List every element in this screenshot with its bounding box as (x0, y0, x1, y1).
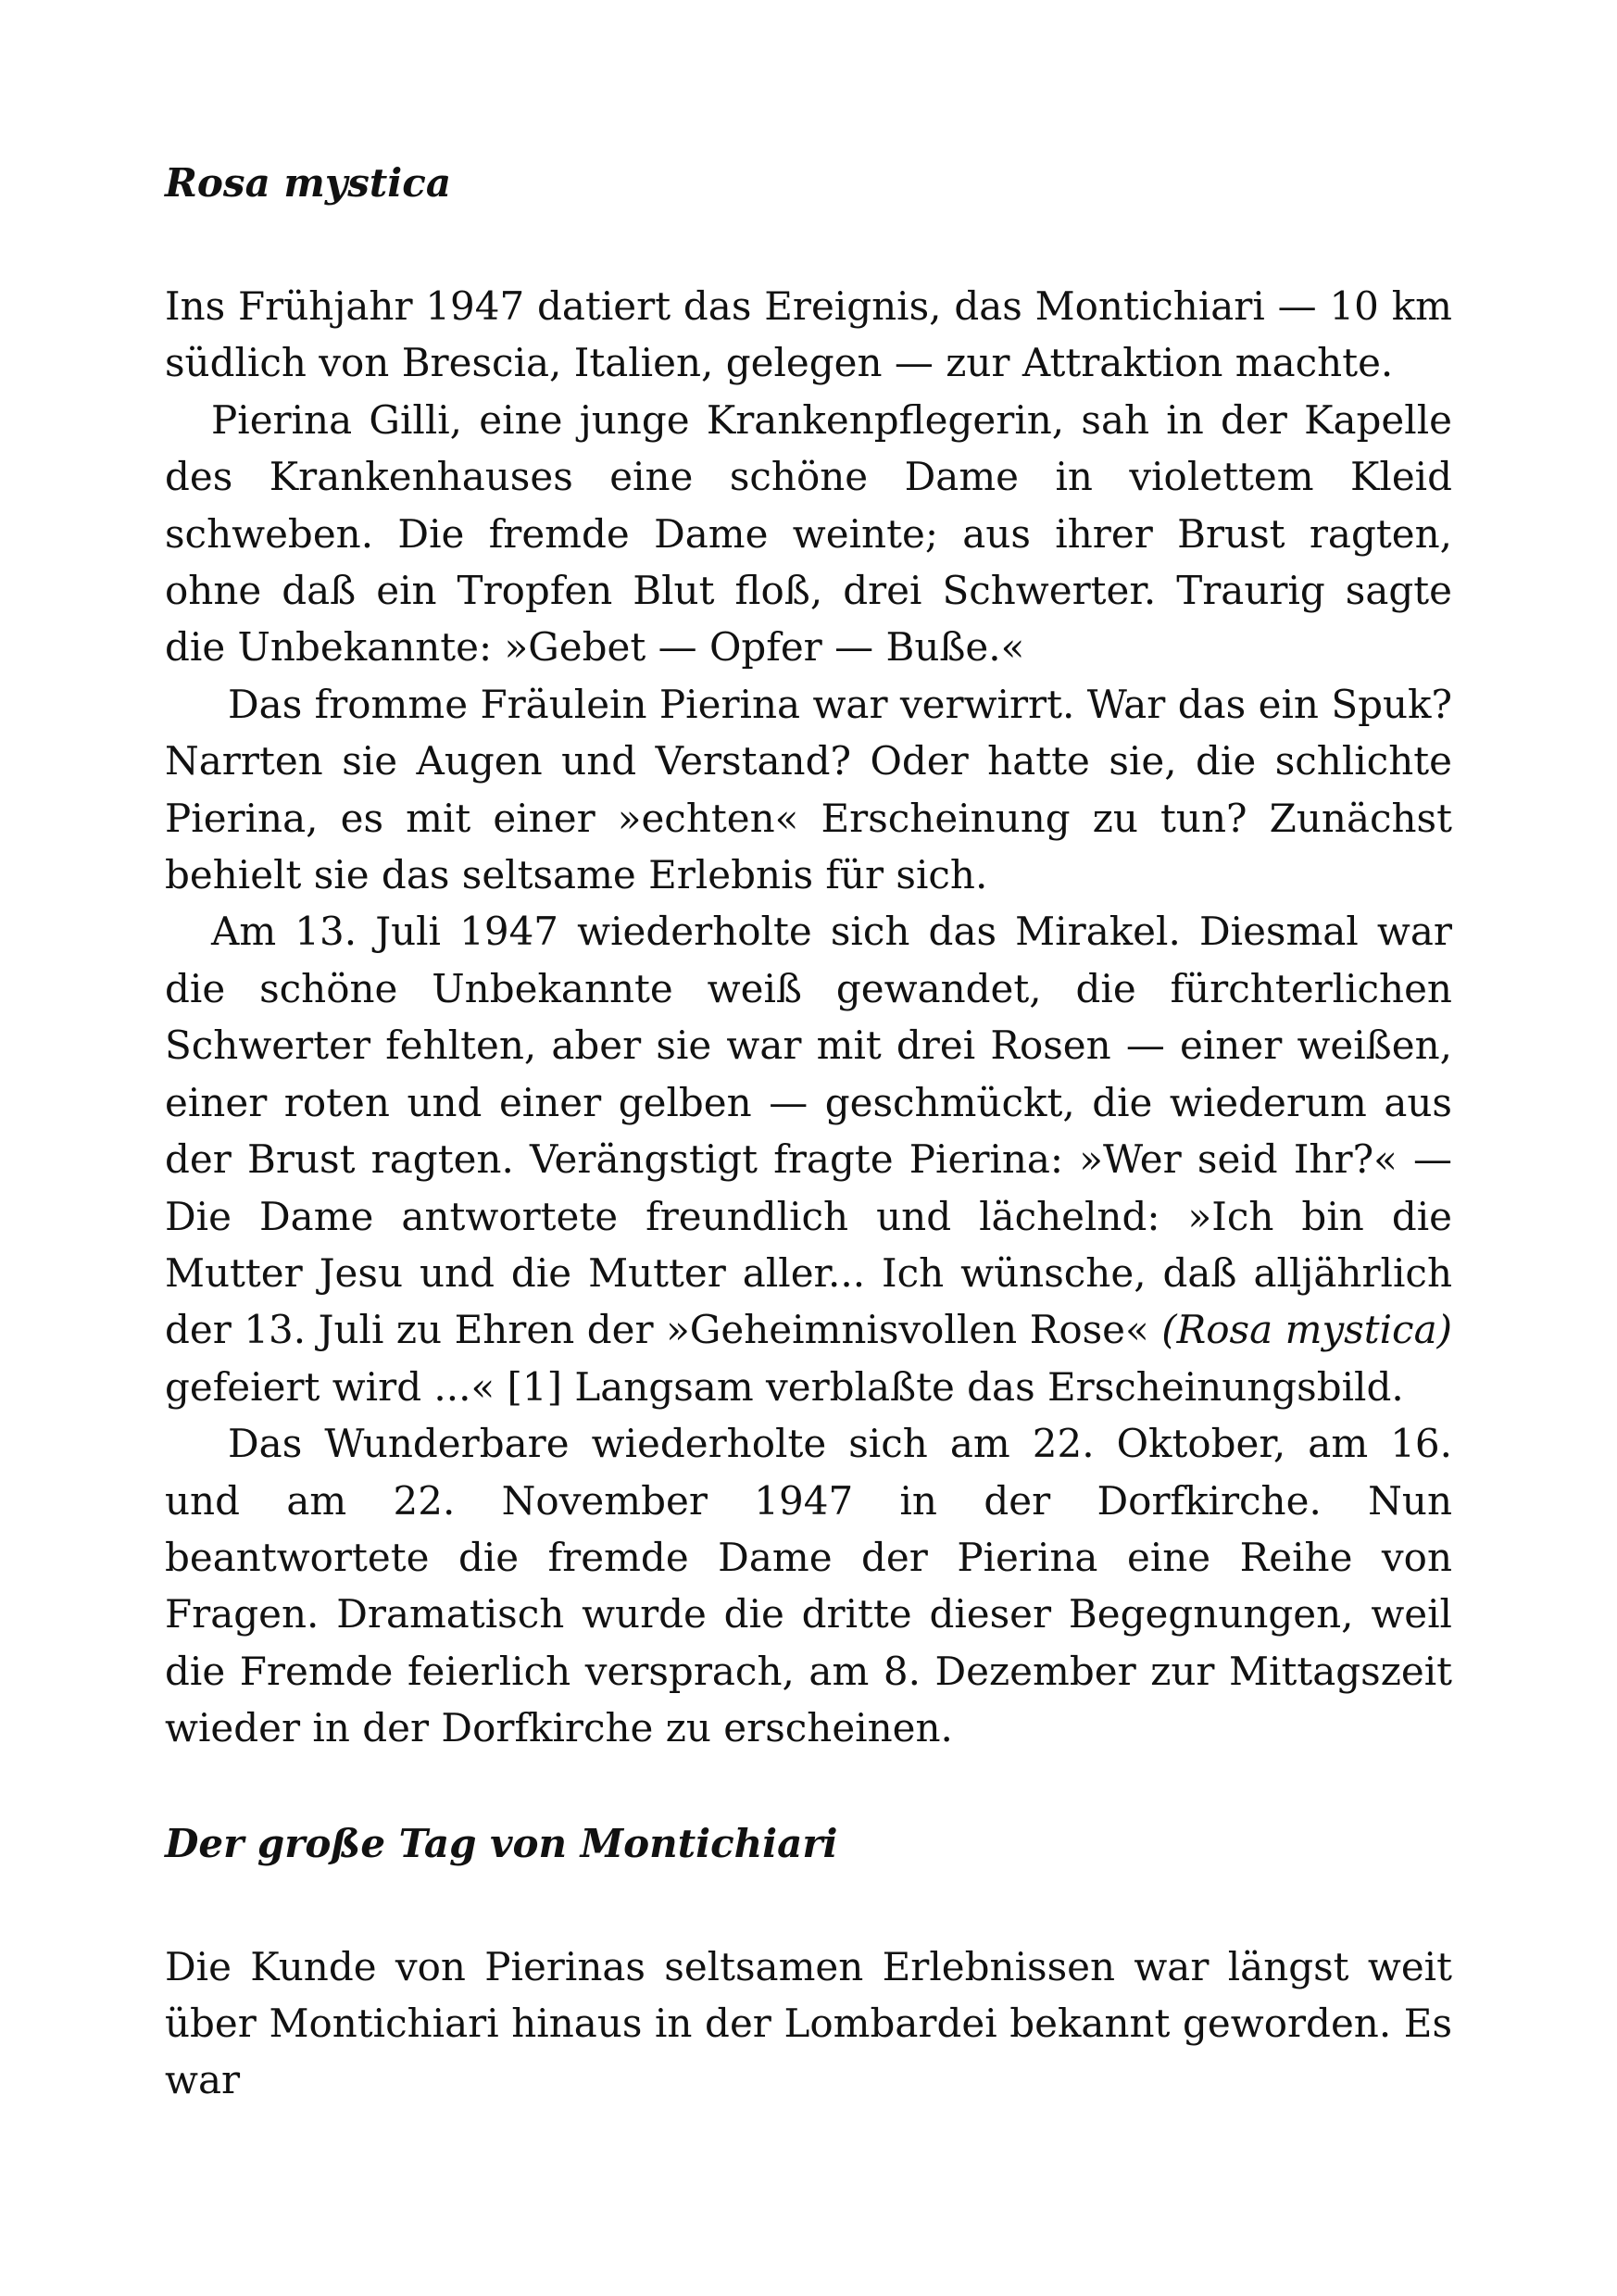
paragraph: Das Wunderbare wiederholte sich am 22. Oktober, am 16. und am 22. November 1947 in der Dorfkirche. Nun beantwortete die fremde Dame der Pierina eine Reihe von Fragen. Dramatisch wurde die dritte dieser Begegnungen, weil die Fremde feierlich versprach, am 8. Dezember zur Mittagszeit wieder in der Dorfkirche zu erscheinen. (165, 1421, 1452, 1751)
section-heading-rosa-mystica: Rosa mystica (165, 160, 452, 206)
document-page (165, 156, 1452, 2109)
section-heading-montichiari: Der große Tag von Montichiari (165, 1820, 838, 1866)
paragraph: Pierina Gilli, eine junge Krankenpflegerin, sah in der Kapelle des Krankenhauses eine schöne Dame in violettem Kleid schweben. Die fremde Dame weinte; aus ihrer Brust ragten, ohne daß ein Tropfen Blut floß, drei Schwerter. Traurig sagte die Unbekannte: »Gebet — Opfer — Buße.« (165, 396, 1452, 671)
italic-term: (Rosa mystica) (1161, 1307, 1452, 1353)
paragraph: Das fromme Fräulein Pierina war verwirrt. War das ein Spuk? Narrten sie Augen und Verstand? Oder hatte sie, die schlichte Pierina, es mit einer »echten« Erscheinung zu tun? Zunächst behielt sie das seltsame Erlebnis für sich. (165, 681, 1452, 898)
paragraph (165, 903, 1452, 1415)
paragraph-text: Am 13. Juli 1947 wiederholte sich das Mirakel. Diesmal war die schöne Unbekannte weiß gewandet, die fürchterlichen Schwerter fehlten, aber sie war mit drei Rosen — einer weißen, einer roten und einer gelben — geschmückt, die wiederum aus der Brust ragten. Verängstigt fragte Pierina: »Wer seid Ihr?« — Die Dame antwortete freundlich und lächelnd: »Ich bin die Mutter Jesu und die Mutter aller... Ich wünsche, daß alljährlich der 13. Juli zu Ehren der »Geheimnisvollen Rose« (165, 909, 1452, 1353)
paragraph: Ins Frühjahr 1947 datiert das Ereignis, das Montichiari — 10 km südlich von Brescia, Italien, gelegen — zur Attraktion machte. (165, 283, 1452, 386)
paragraph-text: gefeiert wird ...« [1] Langsam verblaßte das Erscheinungsbild. (165, 1363, 1404, 1410)
paragraph: Die Kunde von Pierinas seltsamen Erlebnissen war längst weit über Montichiari hinaus in der Lombardei bekannt geworden. Es war (165, 1943, 1452, 2103)
